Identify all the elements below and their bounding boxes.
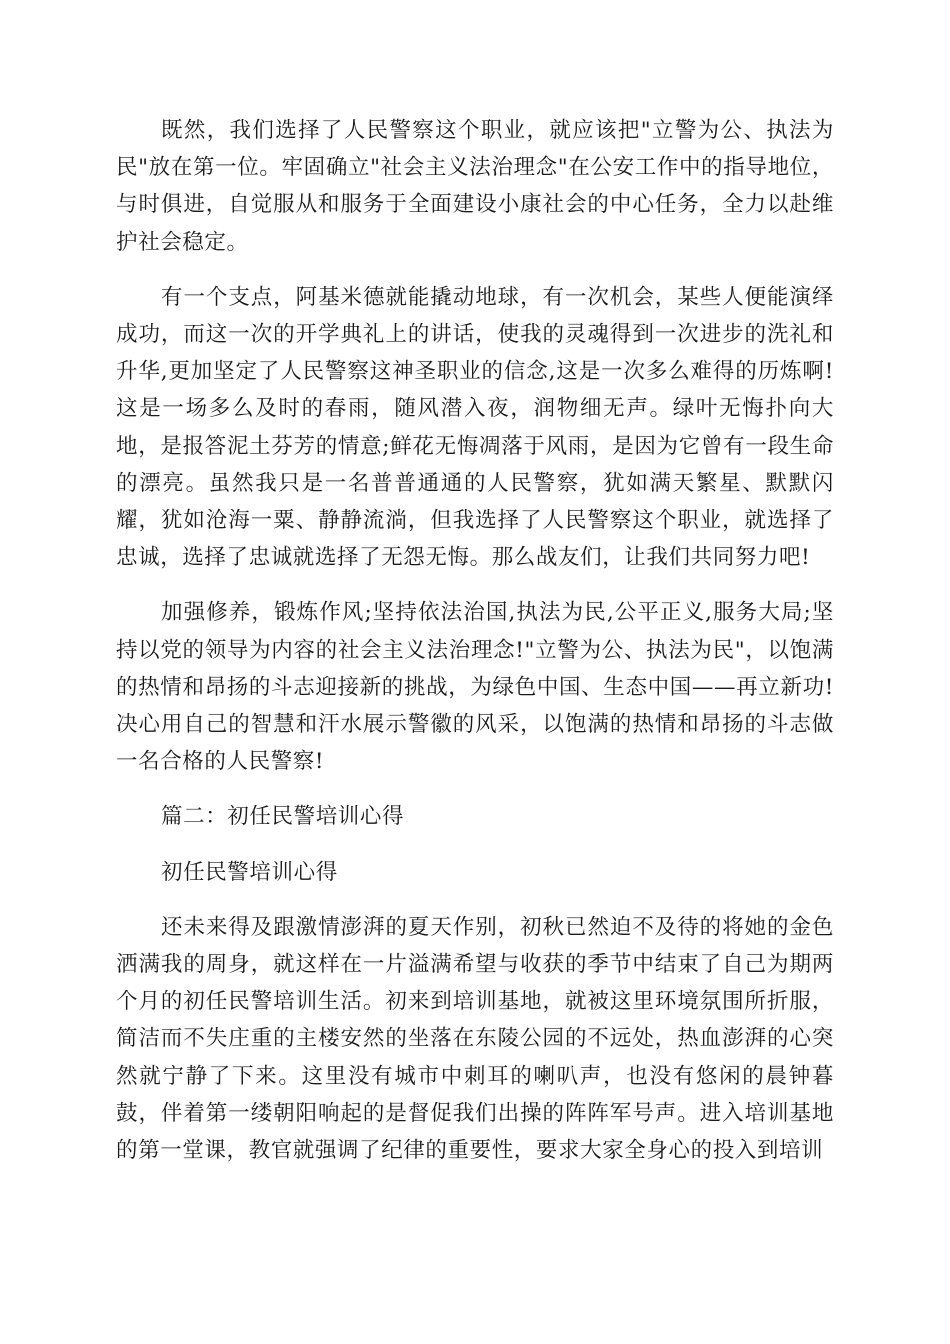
document-body [116, 112, 834, 1187]
section-title: 初任民警培训心得 [161, 859, 338, 885]
paragraph-3: 加强修养，锻炼作风;坚持依法治国,执法为民,公平正义,服务大局;坚持以党的领导为内容的社会主义法治理念!"立警为公、执法为民"，以饱满的热情和昂扬的斗志迎接新的挑战，为绿色中国、生态中国——再立新功!决心用自己的智慧和汗水展示警徽的风采，以饱满的热情和昂扬的斗志做一名合格的人民警察! [116, 600, 834, 775]
section-paragraph: 还未来得及跟激情澎湃的夏天作别，初秋已然迫不及待的将她的金色洒满我的周身，就这样在一片溢满希望与收获的季节中结束了自己为期两个月的初任民警培训生活。初来到培训基地，就被这里环境氛围所折服，简洁而不失庄重的主楼安然的坐落在东陵公园的不远处，热血澎湃的心突然就宁静了下来。这里没有城市中刺耳的喇叭声，也没有悠闲的晨钟暮鼓，伴着第一缕朝阳响起的是督促我们出操的阵阵军号声。进入培训基地的第一堂课，教官就强调了纪律的重要性，要求大家全身心的投入到培训 [116, 914, 834, 1164]
paragraph-1: 既然，我们选择了人民警察这个职业，就应该把"立警为公、执法为民"放在第一位。牢固确立"社会主义法治理念"在公安工作中的指导地位，与时俱进，自觉服从和服务于全面建设小康社会的中心任务，全力以赴维护社会稳定。 [116, 118, 834, 255]
paragraph-2: 有一个支点，阿基米德就能撬动地球，有一次机会，某些人便能演绎成功，而这一次的开学典礼上的讲话，使我的灵魂得到一次进步的洗礼和升华,更加坚定了人民警察这神圣职业的信念,这是一次多么难得的历炼啊!这是一场多么及时的春雨，随风潜入夜，润物细无声。绿叶无悔扑向大地，是报答泥土芬芳的情意;鲜花无悔凋落于风雨，是因为它曾有一段生命的漂亮。虽然我只是一名普普通通的人民警察，犹如满天繁星、默默闪耀，犹如沧海一粟、静静流淌，但我选择了人民警察这个职业，就选择了忠诚，选择了忠诚就选择了无怨无悔。那么战友们，让我们共同努力吧! [116, 284, 834, 571]
section-heading: 篇二：初任民警培训心得 [161, 804, 405, 830]
